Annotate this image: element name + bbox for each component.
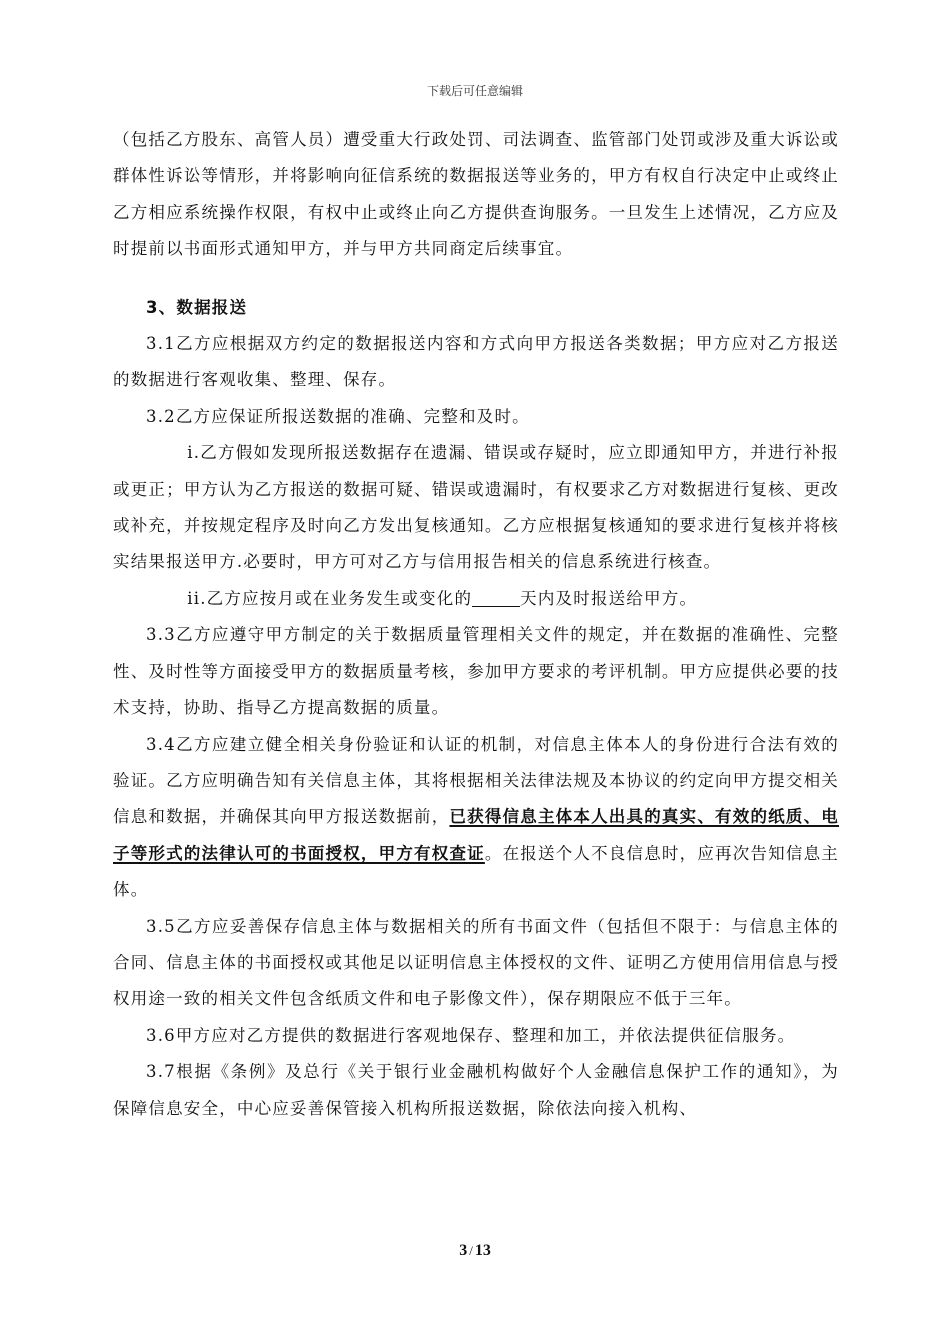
- clause-3-4-text-before: 3.4乙方应建立健全相关身份验证和认证的机制，对信息主体本人的身份进行合法有效的验证。乙方应明确告知有关信息主体，其将根据相关法律法规及本协议的约定向甲方提交相关信息和数据，并确保其向甲方报送数据前，: [113, 734, 839, 827]
- clause-3-4-emphasis: 已获得信息主体本人出具的真实、有效的纸质、电子等形式的法律认可的书面授权，甲方有权查证: [113, 807, 839, 863]
- clause-3-2-ii-text-before: ii.乙方应按月或在业务发生或变化的: [187, 588, 473, 608]
- clause-3-5: 3.5乙方应妥善保存信息主体与数据相关的所有书面文件（包括但不限于：与信息主体的合同、信息主体的书面授权或其他足以证明信息主体授权的文件、证明乙方使用信用信息与授权用途一致的相关文件包含纸质文件和电子影像文件），保存期限应不低于三年。: [113, 916, 839, 1009]
- clause-3-2-ii: [113, 581, 839, 617]
- total-pages: 13: [474, 1242, 491, 1259]
- clause-3-2: 3.2乙方应保证所报送数据的准确、完整和及时。: [146, 406, 530, 426]
- clause-3-4: [113, 727, 839, 909]
- clause-3-4-text-after: 。在报送个人不良信息时，应再次告知信息主体。: [113, 843, 840, 900]
- page-separator: /: [469, 1243, 473, 1258]
- clause-3-1: 3.1乙方应根据双方约定的数据报送内容和方式向甲方报送各类数据；甲方应对乙方报送的数据进行客观收集、整理、保存。: [113, 334, 839, 390]
- document-body: [113, 122, 839, 1127]
- page-header: 下载后可任意编辑: [426, 84, 523, 98]
- fill-in-blank: [472, 589, 520, 607]
- paragraph-continuation: （包括乙方股东、高管人员）遭受重大行政处罚、司法调查、监管部门处罚或涉及重大诉讼或群体性诉讼等情形，并将影响向征信系统的数据报送等业务的，甲方有权自行决定中止或终止乙方相应系统操作权限，有权中止或终止向乙方提供查询服务。一旦发生上述情况，乙方应及时提前以书面形式通知甲方，并与甲方共同商定后续事宜。: [113, 130, 839, 259]
- section-heading: 3、数据报送: [146, 297, 248, 317]
- clause-3-2-ii-text-after: 天内及时报送给甲方。: [520, 588, 698, 608]
- current-page: 3: [459, 1242, 468, 1259]
- clause-3-2-i: i.乙方假如发现所报送数据存在遗漏、错误或存疑时，应立即通知甲方，并进行补报或更正；甲方认为乙方报送的数据可疑、错误或遗漏时，有权要求乙方对数据进行复核、更改或补充，并按规定程序及时向乙方发出复核通知。乙方应根据复核通知的要求进行复核并将核实结果报送甲方.必要时，甲方可对乙方与信用报告相关的信息系统进行核查。: [113, 443, 839, 572]
- clause-3-6: 3.6甲方应对乙方提供的数据进行客观地保存、整理和加工，并依法提供征信服务。: [146, 1025, 796, 1045]
- clause-3-3: 3.3乙方应遵守甲方制定的关于数据质量管理相关文件的规定，并在数据的准确性、完整性、及时性等方面接受甲方的数据质量考核，参加甲方要求的考评机制。甲方应提供必要的技术支持，协助、指导乙方提高数据的质量。: [113, 625, 839, 718]
- page-number: [0, 1242, 950, 1260]
- clause-3-7: 3.7根据《条例》及总行《关于银行业金融机构做好个人金融信息保护工作的通知》，为保障信息安全，中心应妥善保管接入机构所报送数据，除依法向接入机构、: [113, 1062, 839, 1118]
